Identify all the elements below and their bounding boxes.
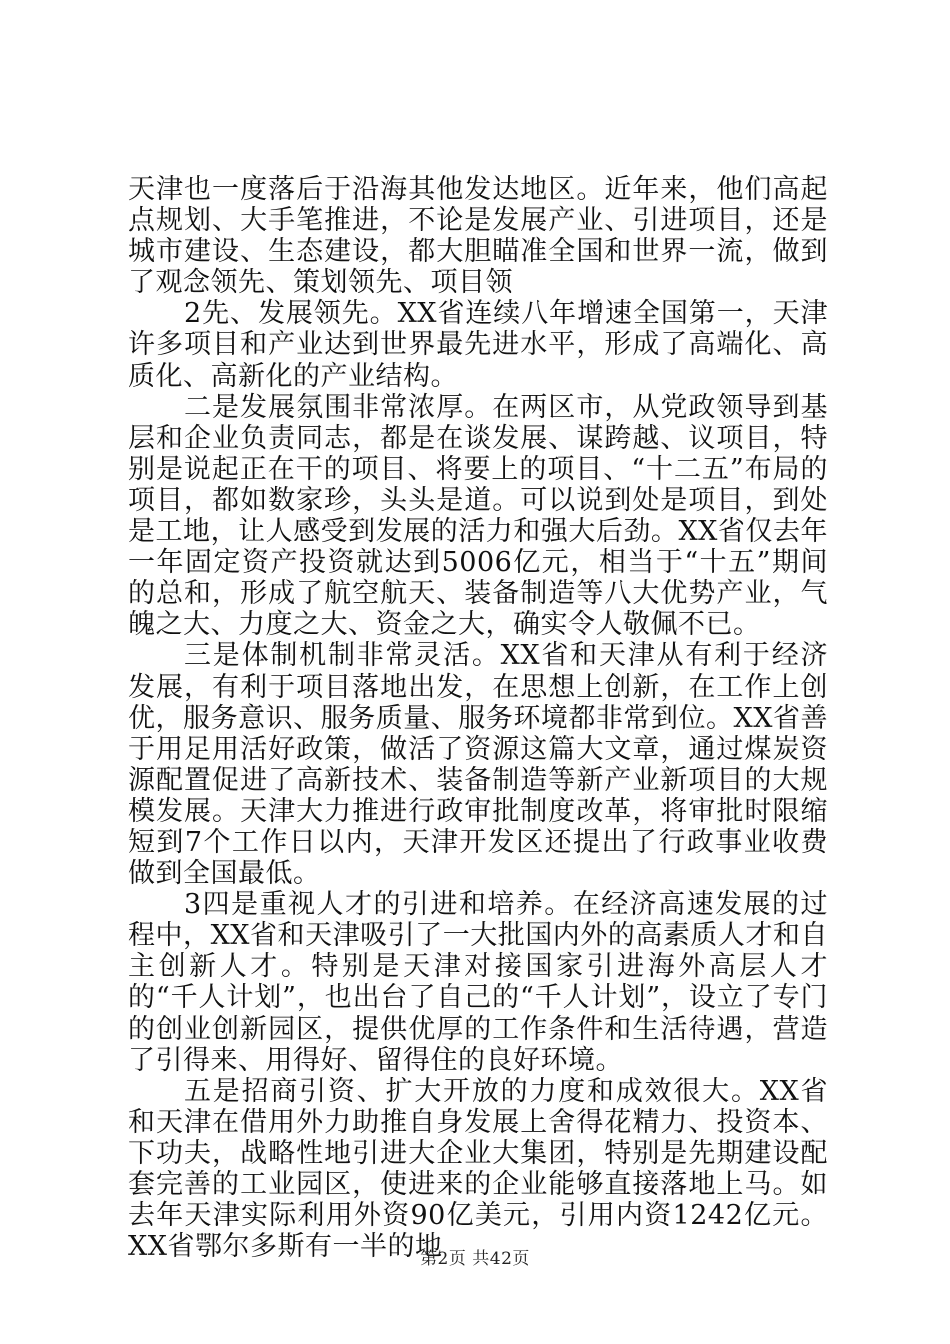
document-body (128, 174, 828, 1262)
paragraph-5: 3四是重视人才的引进和培养。在经济高速发展的过程中，XX省和天津吸引了一大批国内外的高素质人才和自主创新人才。特别是天津对接国家引进海外高层人才的“千人计划”，也出台了自己的“千人计划”，设立了专门的创业创新园区，提供优厚的工作条件和生活待遇，营造了引得来、用得好、留得住的良好环境。 (128, 889, 828, 1076)
paragraph-2: 2先、发展领先。XX省连续八年增速全国第一，天津许多项目和产业达到世界最先进水平，形成了高端化、高质化、高新化的产业结构。 (128, 298, 828, 392)
paragraph-3: 二是发展氛围非常浓厚。在两区市，从党政领导到基层和企业负责同志，都是在谈发展、谋跨越、议项目，特别是说起正在干的项目、将要上的项目、“十二五”布局的项目，都如数家珍，头头是道。可以说到处是项目，到处是工地，让人感受到发展的活力和强大后劲。XX省仅去年一年固定资产投资就达到5006亿元，相当于“十五”期间的总和，形成了航空航天、装备制造等八大优势产业，气魄之大、力度之大、资金之大，确实令人敬佩不已。 (128, 391, 828, 641)
page-footer: 第2页 共42页 (420, 1249, 530, 1269)
paragraph-1: 天津也一度落后于沿海其他发达地区。近年来，他们高起点规划、大手笔推进，不论是发展产业、引进项目，还是城市建设、生态建设，都大胆瞄准全国和世界一流，做到了观念领先、策划领先、项目领 (128, 174, 828, 299)
paragraph-6: 五是招商引资、扩大开放的力度和成效很大。XX省和天津在借用外力助推自身发展上舍得花精力、投资本、下功夫，战略性地引进大企业大集团，特别是先期建设配套完善的工业园区，使进来的企业能够直接落地上马。如去年天津实际利用外资90亿美元，引用内资1242亿元。XX省鄂尔多斯有一半的地 (128, 1075, 828, 1263)
paragraph-4: 三是体制机制非常灵活。XX省和天津从有利于经济发展，有利于项目落地出发，在思想上创新，在工作上创优，服务意识、服务质量、服务环境都非常到位。XX省善于用足用活好政策，做活了资源这篇大文章，通过煤炭资源配置促进了高新技术、装备制造等新产业新项目的大规模发展。天津大力推进行政审批制度改革，将审批时限缩短到7个工作日以内，天津开发区还提出了行政事业收费做到全国最低。 (128, 640, 828, 890)
